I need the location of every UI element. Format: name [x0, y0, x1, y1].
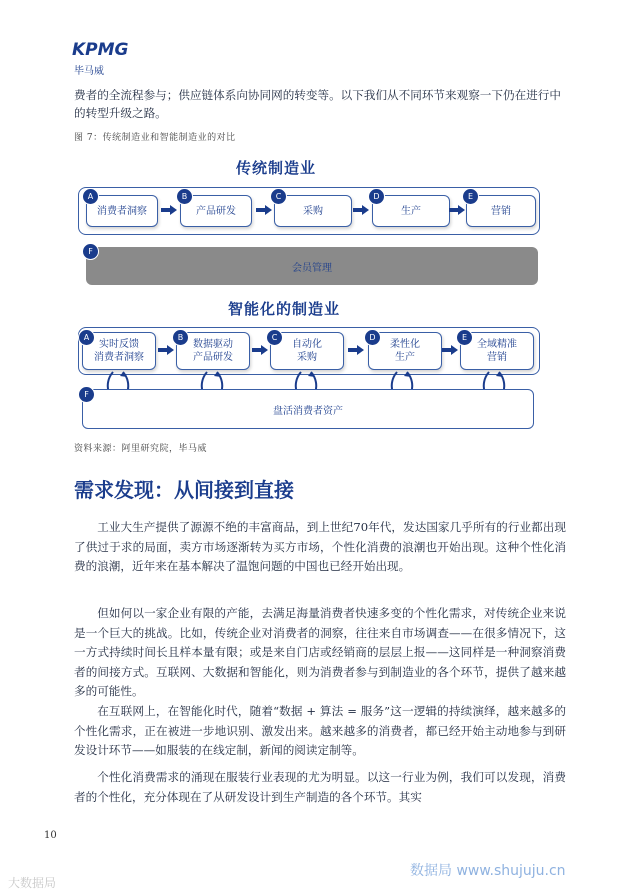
smart-consumer-assets-bar — [82, 389, 534, 429]
step-line2: 营销 — [487, 352, 507, 363]
smart-title: 智能化的制造业 — [228, 300, 341, 318]
figure-source: 资料来源：阿里研究院，毕马威 — [74, 444, 208, 454]
arrow-right-icon — [158, 345, 174, 355]
badge-a: A — [78, 329, 95, 346]
bar-label: 会员管理 — [292, 262, 332, 274]
arrow-right-icon — [256, 205, 272, 215]
arrow-right-icon — [353, 205, 369, 215]
body-paragraph: 在互联网上，在智能化时代，随着“数据 + 算法 = 服务”这一逻辑的持续演绎，越来越多的个性化需求，正在被进一步地识别、激发出来。越来越多的消费者，都已经开始主动地参与到研发设计环节——如服装的在线定制，新闻的阅读定制等。 — [74, 704, 566, 757]
kpmg-logo-cn: 毕马威 — [74, 66, 104, 77]
step-line1: 数据驱动 — [193, 339, 233, 350]
arrow-right-icon — [348, 345, 364, 355]
badge-b: B — [176, 188, 193, 205]
body-paragraph: 个性化消费需求的涌现在服装行业表现的尤为明显。以这一行业为例，我们可以发现，消费者的个性化，充分体现在了从研发设计到生产制造的各个环节。其实 — [74, 770, 566, 804]
page-number: 10 — [44, 830, 57, 841]
step-line2: 采购 — [297, 352, 317, 363]
arrow-right-icon — [161, 205, 177, 215]
badge-e: E — [456, 329, 473, 346]
badge-c: C — [266, 329, 283, 346]
top-paragraph: 费者的全流程参与；供应链体系向协同网的转变等。以下我们从不同环节来观察一下仍在进行中的转型升级之路。 — [74, 88, 561, 120]
step-label: 产品研发 — [196, 205, 236, 217]
traditional-title: 传统制造业 — [236, 159, 317, 177]
badge-d: D — [368, 188, 385, 205]
kpmg-logo: KPMG — [72, 40, 129, 60]
step-line2: 生产 — [395, 352, 415, 363]
badge-a: A — [82, 188, 99, 205]
badge-c: C — [270, 188, 287, 205]
badge-f: F — [82, 243, 99, 260]
body-paragraph: 但如何以一家企业有限的产能，去满足海量消费者快速多变的个性化需求，对传统企业来说是一个巨大的挑战。比如，传统企业对消费者的洞察，往往来自市场调查——在很多情况下，这一方式持续时间长且样本量有限；或是来自门店或经销商的层层上报——这同样是一种洞察消费者的间接方式。互联网、大数据和智能化，则为消费者参与到制造业的各个环节，提供了越来越多的可能性。 — [74, 606, 566, 698]
arrow-right-icon — [442, 345, 458, 355]
step-line1: 柔性化 — [390, 339, 420, 350]
badge-d: D — [364, 329, 381, 346]
arrow-right-icon — [252, 345, 268, 355]
watermark-left: 大数据局 — [8, 876, 57, 890]
section-heading: 需求发现：从间接到直接 — [74, 478, 294, 502]
badge-b: B — [172, 329, 189, 346]
step-label — [390, 338, 420, 364]
step-label: 采购 — [303, 205, 323, 217]
watermark-right: 数据局 www.shujuju.cn — [410, 863, 566, 879]
step-line2: 产品研发 — [193, 352, 233, 363]
bar-label: 盘活消费者资产 — [273, 405, 343, 417]
step-line2: 消费者洞察 — [94, 352, 144, 363]
step-label: 生产 — [401, 205, 421, 217]
step-label: 消费者洞察 — [97, 205, 147, 217]
body-paragraph: 工业大生产提供了源源不绝的丰富商品，到上世纪70年代，发达国家几乎所有的行业都出现了供过于求的局面，卖方市场逐渐转为买方市场，个性化消费的浪潮也开始出现。这种个性化消费的浪潮，近年来在基本解决了温饱问题的中国也已经开始出现。 — [74, 520, 566, 573]
step-line1: 实时反馈 — [99, 339, 139, 350]
step-label — [292, 338, 322, 364]
figure-caption: 图 7：传统制造业和智能制造业的对比 — [74, 133, 236, 143]
step-line1: 全域精准 — [477, 339, 517, 350]
step-line1: 自动化 — [292, 339, 322, 350]
badge-e: E — [462, 188, 479, 205]
badge-f: F — [78, 386, 95, 403]
step-label — [477, 338, 517, 364]
step-label — [94, 338, 144, 364]
step-label: 营销 — [491, 205, 511, 217]
arrow-right-icon — [449, 205, 465, 215]
traditional-member-bar — [86, 247, 538, 285]
step-label — [193, 338, 233, 364]
